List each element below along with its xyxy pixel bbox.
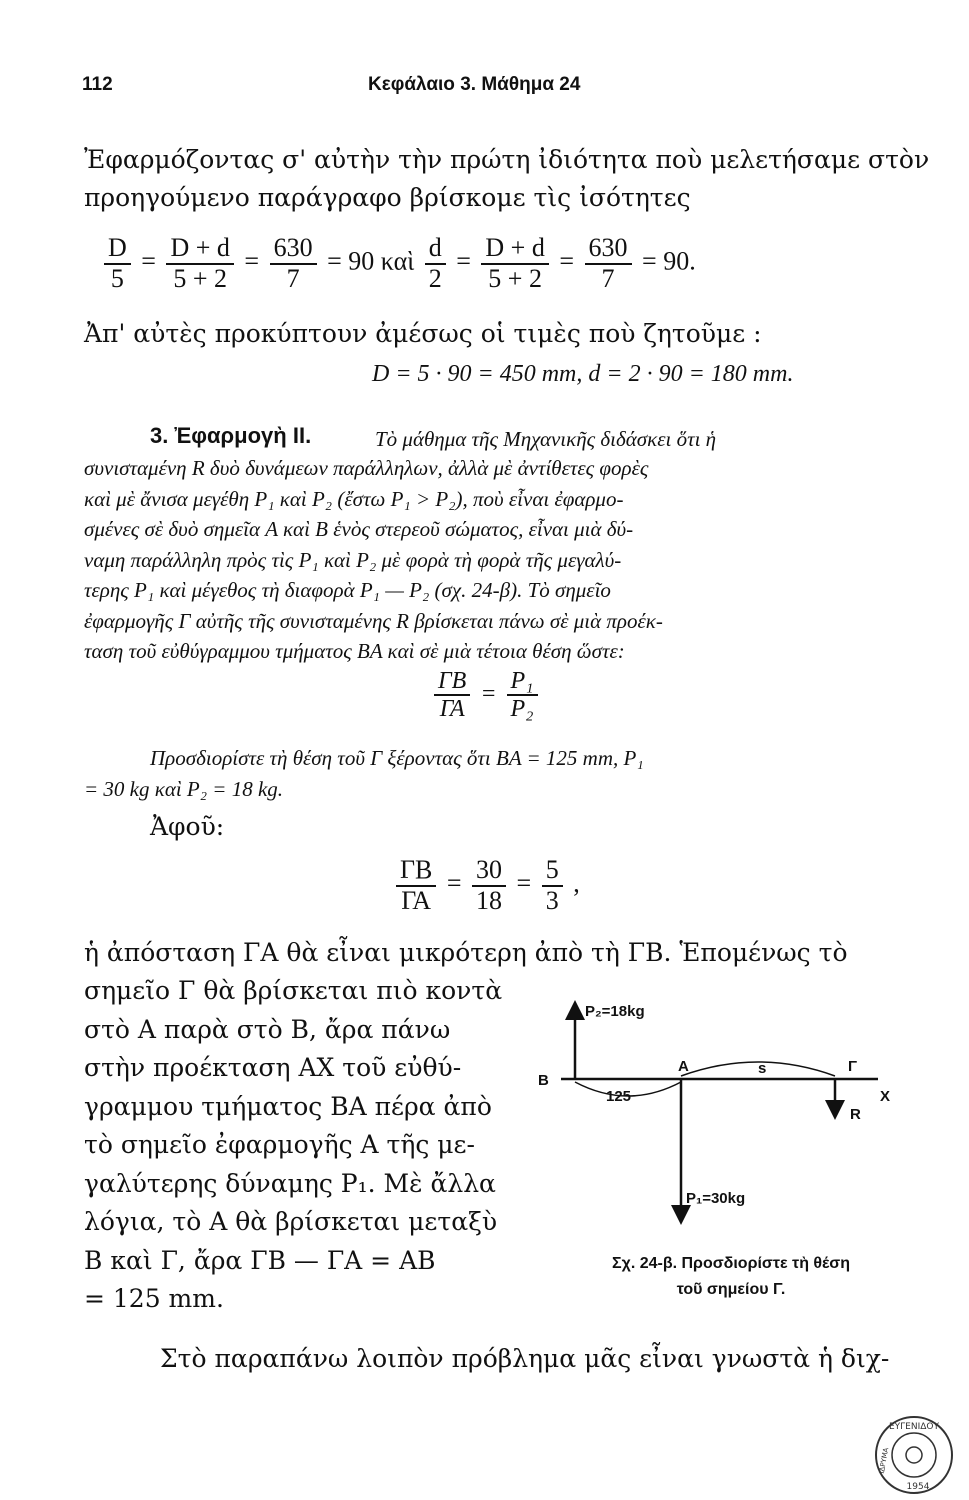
text-line: στὸ Α παρὰ στὸ Β, ἄρα πάνω [84,1014,451,1044]
afou-label: Ἀφοῦ: [150,812,225,841]
text-line: τερης P₁ καὶ μέγεθος τὴ διαφορὰ P₁ — P₂ (σχ. 24-β). Τὸ σημεῖο [84,578,611,602]
text-line: Προσδιορίστε τὴ θέση τοῦ Γ ξέροντας ὅτι BA = 125 mm, P₁ [150,746,644,770]
label-r: R [850,1106,861,1123]
caption-line: τοῦ σημείου Γ. [676,1281,786,1298]
chapter-title: Κεφάλαιο 3. Μάθημα 24 [368,74,581,95]
values-line: Ἀπ' αὐτὲς προκύπτουν ἀμέσως οἱ τιμὲς ποὺ ζητοῦμε : [84,319,762,348]
stamp-top-text: ΕΥΓΕΝΙΔΟΥ [888,1422,940,1432]
fraction: $\frac{630}{7}$ [585,234,632,293]
text-line: γραμμου τμήματος ΒΑ πέρα ἀπὸ [84,1091,492,1121]
figure-caption [536,1251,926,1303]
fraction: $\frac{\Gamma B}{\Gamma A}$ [396,856,436,915]
stamp-year: 1954 [906,1482,930,1492]
fraction: $\frac{D}{5}$ [104,234,131,293]
text-line: τὸ σημεῖο ἐφαρμογῆς Α τῆς με- [84,1130,475,1159]
problem-statement [84,743,644,805]
text-line: ταση τοῦ εὐθύγραμμου τμήματος BA καὶ σὲ μιὰ τέτοια θέση ὥστε: [84,639,625,663]
label-p1: P₁=30kg [686,1190,746,1207]
text-line: συνισταμένη R δυὸ δυνάμεων παράλληλων, ἀλλὰ μὲ ἀντίθετες φορὲς [84,456,649,480]
solution-full-line: ἡ ἀπόσταση ΓΑ θὰ εἶναι μικρότερη ἀπὸ τὴ ΓΒ. Ἑπομένως τὸ [84,938,848,967]
text-line: = 30 kg καὶ P₂ = 18 kg. [84,777,284,801]
text-line: ἐφαρμογῆς Γ αὐτῆς τῆς συνισταμένης R βρίσκεται πάνω σὲ μιὰ προέκ- [84,608,663,633]
fraction: $\frac{630}{7}$ [270,234,317,293]
fraction: $\frac{D + d}{5 + 2}$ [481,234,548,293]
application-title: 3. Ἐφαρμογὴ II. [150,423,312,448]
application-paragraph [84,453,663,667]
label-b: B [538,1072,549,1089]
text-line: Β καὶ Γ, ἄρα ΓΒ — ΓΑ = ΑΒ [84,1245,436,1275]
label-distance: 125 [606,1088,632,1105]
fraction: $\frac{5}{3}$ [542,856,563,915]
foundation-stamp [872,1413,956,1497]
text-line: = 125 mm. [84,1284,224,1313]
ratio-equation-1: $\frac{\Gamma B}{\Gamma A}$ = $\frac{\text{P₁}}{\text{P₂}}$ [430,668,542,723]
fraction: $\frac{\Gamma B}{\Gamma A}$ [434,668,470,723]
label-x: X [880,1088,891,1105]
values-formula: D = 5 · 90 = 450 mm, d = 2 · 90 = 180 mm. [372,361,794,387]
equation-1: $\frac{D}{5}$ = $\frac{D + d}{5 + 2}$ = $\frac{630}{7}$ = 90 καὶ $\frac{d}{2}$ = $\frac{D + d}{5 + 2}$ = $\frac{630}{7}$ = 90. [100,234,696,293]
fraction: $\frac{D + d}{5 + 2}$ [166,234,233,293]
fraction: $\frac{30}{18}$ [472,856,506,915]
stamp-left-text: ΙΔΡΥΜΑ [877,1447,891,1475]
intro-paragraph [84,141,929,217]
label-gamma: Γ [848,1058,858,1075]
text-line: ναμη παράλληλη πρὸς τὶς P₁ καὶ P₂ μὲ φορὰ τὴ φορὰ τῆς μεγαλύ- [84,547,622,572]
text-line: σμένες σὲ δυὸ σημεῖα A καὶ B ἑνὸς στερεοῦ σώματος, εἶναι μιὰ δύ- [84,517,634,541]
solution-paragraph [84,972,502,1319]
caption-line: Σχ. 24-β. Προσδιορίστε τὴ θέση [612,1255,850,1272]
fraction: $\frac{d}{2}$ [425,234,446,293]
text-line: προηγούμενο παράγραφο βρίσκομε τὶς ἰσότητες [84,183,691,212]
text-line: Ἐφαρμόζοντας σ' αὐτὴν τὴν πρώτη ἰδιότητα ποὺ μελετήσαμε στὸν [84,145,930,174]
label-s: s [758,1060,767,1077]
page-number: 112 [82,74,113,95]
label-a: A [678,1058,689,1075]
text-line: γαλύτερης δύναμης P₁. Μὲ ἄλλα [84,1168,496,1198]
last-line: Στὸ παραπάνω λοιπὸν πρόβλημα μᾶς εἶναι γνωστὰ ἡ διχ- [160,1344,890,1373]
application-text: Τὸ μάθημα τῆς Μηχανικῆς διδάσκει ὅτι ἡ [375,427,717,451]
label-p2: P₂=18kg [585,1003,645,1020]
ratio-equation-2: $\frac{\Gamma B}{\Gamma A}$ = $\frac{30}{18}$ = $\frac{5}{3}$ , [392,856,580,915]
text-line: καὶ μὲ ἄνισα μεγέθη P₁ καὶ P₂ (ἔστω P₁ > P₂), ποὺ εἶναι ἐφαρμο- [84,486,624,511]
fraction: $\frac{\text{P₁}}{\text{P₂}}$ [507,668,538,723]
text-line: στὴν προέκταση ΑΧ τοῦ εὐθύ- [84,1053,462,1082]
text-line: σημεῖο Γ θὰ βρίσκεται πιὸ κοντὰ [84,976,503,1005]
text-line: λόγια, τὸ Α θὰ βρίσκεται μεταξὺ [84,1207,498,1236]
